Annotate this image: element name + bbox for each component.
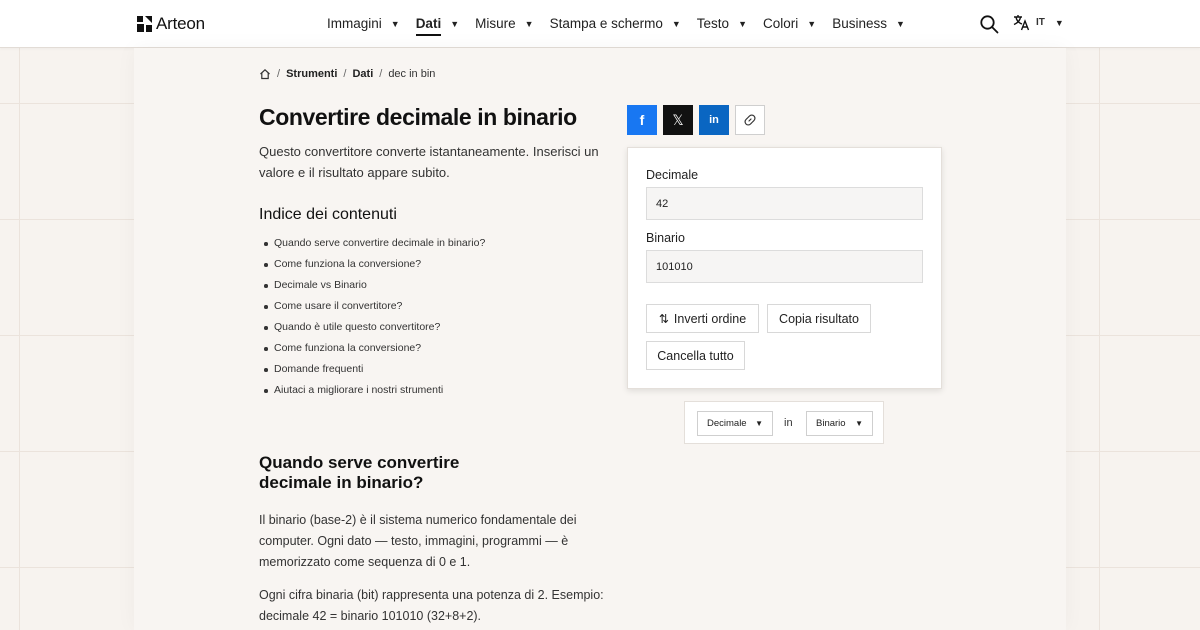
linkedin-share-button[interactable]	[699, 105, 729, 135]
breadcrumb	[259, 68, 435, 80]
to-unit-select[interactable]	[806, 411, 873, 436]
linkedin-icon: in	[709, 114, 719, 126]
nav-item-stampa-e-schermo[interactable]: Stampa e schermo ▼	[549, 15, 681, 31]
search-icon[interactable]	[979, 14, 999, 34]
intro-text: Questo convertitore converte istantaneamente. Inserisci un valore e il risultato appare subito.	[259, 144, 599, 180]
chevron-down-icon: ▼	[1054, 17, 1064, 28]
language-selector[interactable]	[1013, 14, 1064, 31]
toc-item[interactable]: Come usare il convertitore?	[274, 296, 485, 317]
brand-name: Arteon	[156, 14, 205, 33]
facebook-share-button[interactable]	[627, 105, 657, 135]
invert-order-button[interactable]	[646, 304, 759, 333]
section-title: Quando serve convertire decimale in binario?	[259, 453, 460, 492]
chevron-down-icon: ▼	[895, 19, 905, 29]
chevron-down-icon: ▼	[524, 19, 534, 29]
top-header	[0, 0, 1200, 48]
unit-connector: in	[784, 417, 793, 429]
copy-result-label: Copia risultato	[779, 311, 859, 326]
chevron-down-icon: ▼	[855, 419, 863, 428]
decimal-label: Decimale	[646, 168, 699, 182]
toc-item[interactable]: Quando serve convertire decimale in binario?	[274, 233, 485, 254]
share-bar	[627, 105, 771, 135]
to-unit-value: Binario	[816, 418, 846, 429]
section-paragraph: Il binario (base-2) è il sistema numerico fondamentale dei computer. Ogni dato — testo, immagini, programmi — è memorizzato come sequenza di 0 e 1.	[259, 513, 577, 569]
nav-item-immagini[interactable]: Immagini ▼	[327, 15, 400, 31]
breadcrumb-separator: /	[379, 68, 383, 80]
from-unit-select[interactable]	[697, 411, 773, 436]
breadcrumb-dati[interactable]: Dati	[352, 68, 374, 80]
facebook-icon: f	[639, 112, 645, 128]
page-title: Convertire decimale in binario	[259, 104, 577, 130]
link-icon	[743, 113, 757, 127]
chevron-down-icon: ▼	[755, 419, 763, 428]
toc-item[interactable]: Aiutaci a migliorare i nostri strumenti	[274, 380, 485, 401]
x-icon: 𝕏	[672, 111, 684, 128]
logo[interactable]	[137, 14, 205, 34]
x-share-button[interactable]	[663, 105, 693, 135]
breadcrumb-strumenti[interactable]: Strumenti	[286, 68, 338, 80]
translate-icon	[1013, 14, 1030, 31]
breadcrumb-separator: /	[343, 68, 347, 80]
chevron-down-icon: ▼	[671, 19, 681, 29]
from-unit-value: Decimale	[707, 418, 747, 429]
decimal-input[interactable]	[646, 187, 923, 220]
copy-result-button[interactable]	[767, 304, 871, 333]
binary-output[interactable]	[646, 250, 923, 283]
toc-list	[274, 233, 485, 401]
nav-item-misure[interactable]: Misure ▼	[475, 15, 534, 31]
binary-label: Binario	[646, 231, 685, 245]
toc-item[interactable]: Decimale vs Binario	[274, 275, 485, 296]
unit-selector	[684, 401, 884, 444]
copy-link-button[interactable]	[735, 105, 765, 135]
clear-all-label: Cancella tutto	[657, 348, 734, 363]
swap-icon: ⇅	[658, 311, 669, 326]
nav-item-business[interactable]: Business ▼	[832, 15, 905, 31]
nav-item-colori[interactable]: Colori ▼	[763, 15, 817, 31]
toc-item[interactable]: Come funziona la conversione?	[274, 254, 485, 275]
converter-card	[627, 147, 942, 389]
invert-order-label: Inverti ordine	[673, 311, 747, 326]
clear-all-button[interactable]	[646, 341, 745, 370]
language-code: IT	[1036, 17, 1045, 28]
section-paragraph: Ogni cifra binaria (bit) rappresenta una potenza di 2. Esempio: decimale 42 = binario 101010 (32+8+2).	[259, 588, 604, 623]
toc-item[interactable]: Quando è utile questo convertitore?	[274, 317, 485, 338]
toc-item[interactable]: Come funziona la conversione?	[274, 338, 485, 359]
nav-item-dati[interactable]: Dati ▼	[415, 15, 460, 31]
breadcrumb-current: dec in bin	[388, 68, 436, 80]
chevron-down-icon: ▼	[450, 19, 460, 29]
logo-icon	[137, 16, 152, 32]
toc-title: Indice dei contenuti	[259, 206, 397, 223]
home-icon[interactable]	[259, 68, 271, 80]
nav-item-testo[interactable]: Testo ▼	[696, 15, 747, 31]
main-nav	[327, 0, 921, 48]
chevron-down-icon: ▼	[390, 19, 400, 29]
breadcrumb-separator: /	[277, 68, 281, 80]
chevron-down-icon: ▼	[807, 19, 817, 29]
chevron-down-icon: ▼	[738, 19, 747, 29]
toc-item[interactable]: Domande frequenti	[274, 359, 485, 380]
